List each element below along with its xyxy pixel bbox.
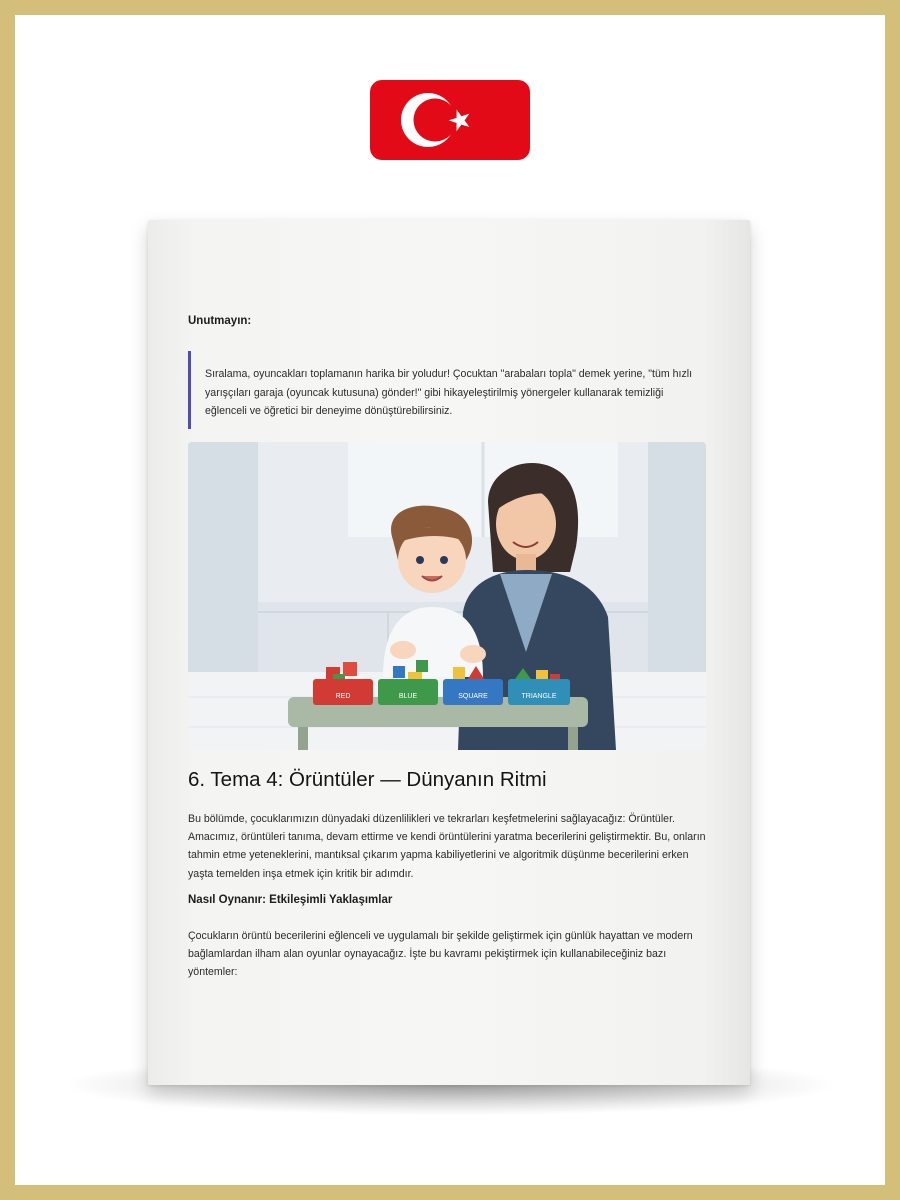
intro-paragraph: Bu bölümde, çocuklarımızın dünyadaki düzenlilikleri ve tekrarları keşfetmelerini sağlayacağız: Örüntüler. Amacımız, örüntüleri tanıma, devam ettirme ve kendi örüntülerini yaratma becerilerini geliştirmektir. Bu, onların tahmin etme yeteneklerini, mantıksal çıkarım yapma kabiliyetlerini ve algoritmik düşünme becerilerini erken yaşta temelden inşa etmek için kritik bir adımdır. bbox=[188, 813, 706, 880]
turkish-flag-badge bbox=[370, 80, 530, 160]
bin-label-square: SQUARE bbox=[458, 693, 488, 700]
approach-paragraph: Çocukların örüntü becerilerini eğlenceli ve uygulamalı bir şekilde geliştirmek için günlük hayattan ve modern bağlamlardan ilham alan oyunlar oynayacağız. İşte bu kavramı pekiştirmek için kullanabileceğiniz bazı yöntemler: bbox=[188, 930, 693, 979]
product-frame bbox=[15, 15, 885, 1185]
sorting-bin-red bbox=[313, 679, 373, 705]
document-page bbox=[148, 220, 750, 1085]
sorting-bin-blue bbox=[378, 679, 438, 705]
bin-label-red: RED bbox=[335, 693, 351, 700]
bin-label-triangle: TRIANGLE bbox=[521, 693, 557, 700]
sorting-bin-square bbox=[443, 679, 503, 705]
crescent-star-icon bbox=[370, 80, 530, 160]
tip-blockquote bbox=[188, 351, 701, 429]
sorting-bin-triangle bbox=[508, 679, 570, 705]
illustration-mother-child-sorting bbox=[188, 442, 706, 750]
subheading: Nasıl Oynanır: Etkileşimli Yaklaşımlar bbox=[188, 894, 393, 906]
bin-label-blue: BLUE bbox=[398, 693, 418, 700]
tip-text: Sıralama, oyuncakları toplamanın harika bir yoludur! Çocuktan "arabaları topla" demek yerine, "tüm hızlı yarışçıları garaja (oyuncak kutusuna) gönder!" gibi hikayeleştirilmiş yönergeler kullanarak temizliği eğlenceli ve öğretici bir deneyime dönüştürebilirsiniz. bbox=[205, 368, 693, 417]
remember-label: Unutmayın: bbox=[188, 315, 252, 327]
section-heading: 6. Tema 4: Örüntüler — Dünyanın Ritmi bbox=[188, 768, 547, 791]
